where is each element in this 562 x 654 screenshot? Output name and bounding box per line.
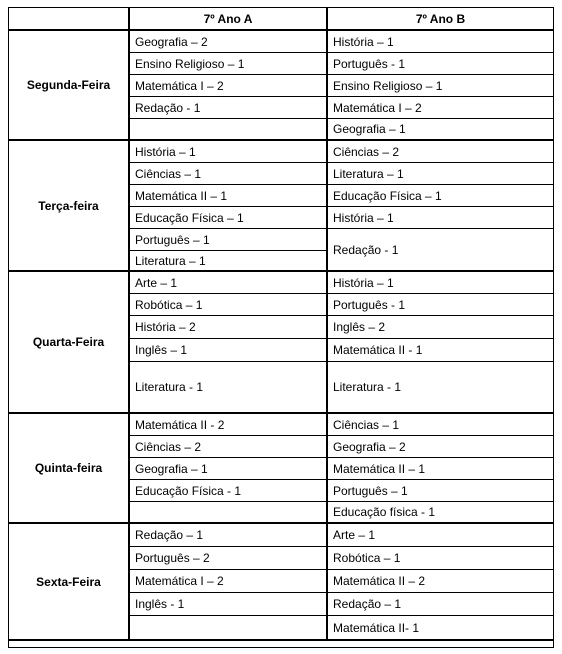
- class-b-subject-cell: Educação Física – 1: [327, 185, 554, 207]
- class-a-subject-cell: Educação Física – 1: [129, 207, 327, 229]
- class-a-subject-cell: História – 2: [129, 316, 327, 339]
- class-a-subject-cell: Redação - 1: [129, 97, 327, 119]
- class-b-subject-cell: Português - 1: [327, 53, 554, 75]
- class-a-subject-cell: Ciências – 2: [129, 436, 327, 458]
- class-b-subject-cell: Arte – 1: [327, 524, 554, 547]
- class-a-subject-cell: Inglês – 1: [129, 339, 327, 362]
- header-class-a: 7º Ano A: [129, 7, 327, 31]
- class-a-subject-cell: Ensino Religioso – 1: [129, 53, 327, 75]
- class-b-subject-cell: Português – 1: [327, 480, 554, 502]
- class-a-subject-cell: Matemática II – 1: [129, 185, 327, 207]
- class-b-subject-cell: Matemática II- 1: [327, 616, 554, 641]
- class-a-subject-cell: Português – 1: [129, 229, 327, 251]
- day-column: [8, 7, 129, 648]
- class-b-subject-cell: Inglês – 2: [327, 316, 554, 339]
- class-b-subject-cell: História – 1: [327, 272, 554, 294]
- class-b-subject-cell: Matemática II – 2: [327, 570, 554, 593]
- day-label: Quarta-Feira: [8, 272, 129, 414]
- class-b-subject-cell: Português - 1: [327, 294, 554, 316]
- class-a-subject-cell: História – 1: [129, 141, 327, 163]
- class-a-subject-cell: Robótica – 1: [129, 294, 327, 316]
- class-b-column: [327, 7, 554, 648]
- class-b-subject-cell: Redação – 1: [327, 593, 554, 616]
- class-b-subject-cell: Geografia – 1: [327, 119, 554, 141]
- class-b-subject-cell: Ciências – 2: [327, 141, 554, 163]
- class-a-subject-cell: Geografia – 1: [129, 458, 327, 480]
- class-b-subject-cell: História – 1: [327, 31, 554, 53]
- class-b-subject-cell: História – 1: [327, 207, 554, 229]
- class-b-subject-cell: Matemática II - 1: [327, 339, 554, 362]
- class-a-subject-cell: Matemática I – 2: [129, 570, 327, 593]
- class-b-subject-cell: Robótica – 1: [327, 547, 554, 570]
- header-class-b: 7º Ano B: [327, 7, 554, 31]
- schedule-table: [8, 7, 554, 648]
- class-a-subject-cell: Geografia – 2: [129, 31, 327, 53]
- class-a-subject-cell: [129, 502, 327, 524]
- class-a-subject-cell: Arte – 1: [129, 272, 327, 294]
- class-a-subject-cell: Redação – 1: [129, 524, 327, 547]
- class-b-subject-cell: Educação física - 1: [327, 502, 554, 524]
- header-blank-cell: [8, 7, 129, 31]
- class-b-subject-cell: Ensino Religioso – 1: [327, 75, 554, 97]
- class-a-subject-cell: Literatura - 1: [129, 362, 327, 414]
- class-a-subject-cell: [129, 616, 327, 641]
- class-b-subject-cell: Redação - 1: [327, 229, 554, 272]
- class-a-subject-cell: [129, 119, 327, 141]
- class-b-subject-cell: Literatura – 1: [327, 163, 554, 185]
- class-b-subject-cell: Ciências – 1: [327, 414, 554, 436]
- class-a-subject-cell: Inglês - 1: [129, 593, 327, 616]
- class-a-subject-cell: Literatura – 1: [129, 251, 327, 272]
- class-b-subject-cell: Literatura - 1: [327, 362, 554, 414]
- day-label: Quinta-feira: [8, 414, 129, 524]
- class-a-subject-cell: Português – 2: [129, 547, 327, 570]
- class-b-subject-cell: Geografia – 2: [327, 436, 554, 458]
- class-a-subject-cell: Matemática II - 2: [129, 414, 327, 436]
- class-a-column: [129, 7, 327, 648]
- class-b-subject-cell: Matemática II – 1: [327, 458, 554, 480]
- day-label: Segunda-Feira: [8, 31, 129, 141]
- class-a-subject-cell: Ciências – 1: [129, 163, 327, 185]
- day-label: Terça-feira: [8, 141, 129, 272]
- class-a-subject-cell: Educação Física - 1: [129, 480, 327, 502]
- day-label: Sexta-Feira: [8, 524, 129, 641]
- class-a-subject-cell: Matemática I – 2: [129, 75, 327, 97]
- class-b-subject-cell: Matemática I – 2: [327, 97, 554, 119]
